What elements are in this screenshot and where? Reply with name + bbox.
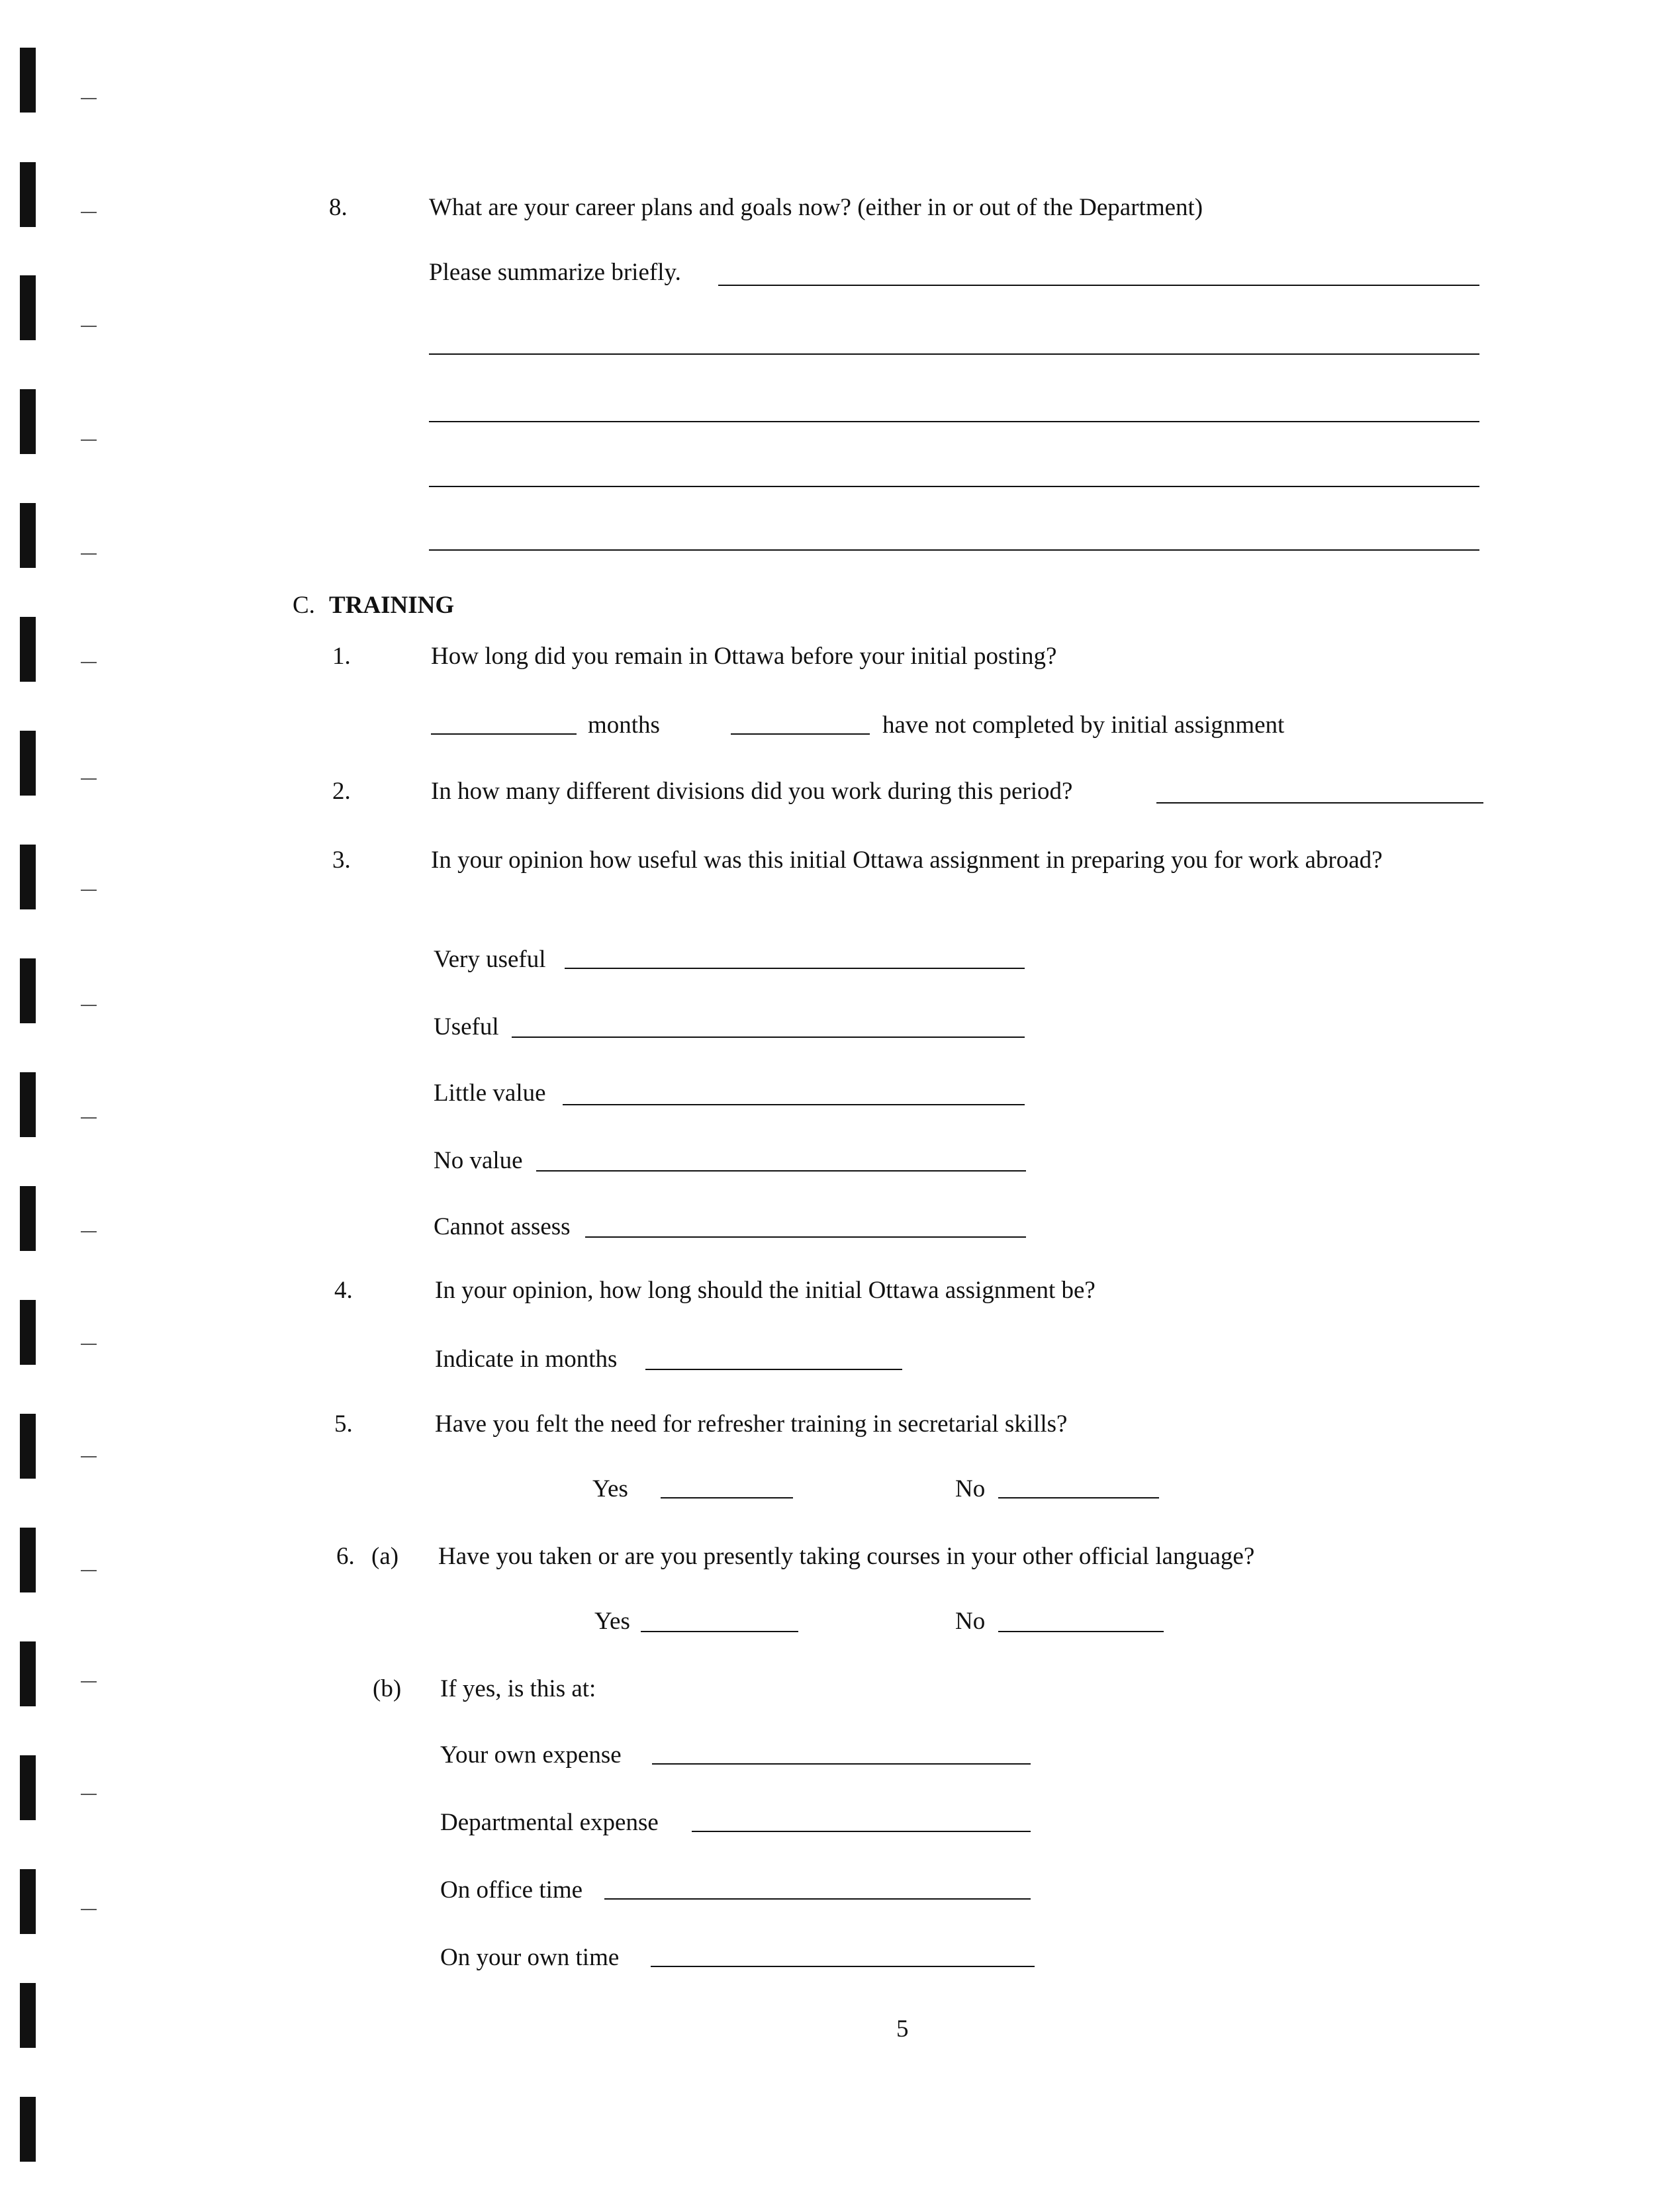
question-text: Have you taken or are you presently taking courses in your other official language? [438,1543,1255,1570]
binder-hole-mark [20,958,36,1023]
question-number: 8. [329,194,348,221]
binder-dash [81,1681,97,1682]
option-answer-line[interactable] [692,1831,1031,1832]
section-letter: C. [293,592,315,619]
binder-dash [81,439,97,441]
binder-hole-mark [20,1072,36,1137]
binder-dash [81,326,97,327]
binder-dash [81,1456,97,1457]
months-label: months [588,712,660,739]
binder-hole-mark [20,1300,36,1365]
binder-hole-mark [20,275,36,340]
option-label: No value [434,1147,523,1174]
divisions-answer-line[interactable] [1156,802,1483,804]
binder-dash [81,1909,97,1910]
question-number: 3. [332,847,351,874]
binder-dash [81,212,97,213]
option-answer-line[interactable] [536,1170,1026,1172]
option-answer-line[interactable] [585,1236,1026,1238]
months-answer-line[interactable] [431,733,577,735]
binder-hole-mark [20,1983,36,2048]
no-answer-line[interactable] [998,1497,1159,1498]
option-label: On your own time [440,1944,620,1971]
binder-hole-mark [20,1755,36,1820]
option-answer-line[interactable] [563,1104,1025,1105]
option-label: On office time [440,1876,583,1904]
option-label: Departmental expense [440,1809,659,1836]
yes-answer-line[interactable] [641,1631,798,1632]
summary-prompt: Please summarize briefly. [429,259,681,286]
summary-answer-line[interactable] [429,353,1479,355]
binder-hole-mark [20,617,36,682]
question-text: In your opinion how useful was this initial Ottawa assignment in preparing you for work abroad? [431,847,1383,874]
option-label: Very useful [434,946,546,973]
binder-hole-mark [20,845,36,909]
binder-hole-mark [20,1869,36,1934]
months-prompt: Indicate in months [435,1346,618,1373]
option-label: Your own expense [440,1741,622,1769]
question-text: What are your career plans and goals now? (either in or out of the Department) [429,194,1203,221]
binder-dash [81,1117,97,1119]
summary-answer-line[interactable] [429,421,1479,422]
question-text: In how many different divisions did you work during this period? [431,778,1073,805]
binder-dash [81,1231,97,1232]
no-answer-line[interactable] [998,1631,1164,1632]
option-answer-line[interactable] [604,1898,1031,1900]
question-part-a: (a) [371,1543,399,1570]
yes-answer-line[interactable] [661,1497,793,1498]
question-number: 2. [332,778,351,805]
binder-dash [81,890,97,891]
not-completed-label: have not completed by initial assignment [882,712,1285,739]
option-answer-line[interactable] [652,1763,1031,1765]
question-number: 4. [334,1277,353,1304]
binder-hole-mark [20,1414,36,1479]
binder-hole-mark [20,1528,36,1592]
section-title: TRAINING [329,592,455,619]
months-answer-line[interactable] [645,1369,902,1370]
binder-hole-mark [20,731,36,796]
binder-hole-mark [20,2097,36,2162]
option-answer-line[interactable] [565,968,1025,969]
binder-hole-mark [20,162,36,227]
binder-hole-mark [20,389,36,454]
question-text: If yes, is this at: [440,1675,596,1702]
yes-label: Yes [592,1475,628,1502]
binder-dash [81,1794,97,1795]
summary-answer-line[interactable] [429,549,1479,551]
option-answer-line[interactable] [651,1966,1035,1967]
question-text: How long did you remain in Ottawa before your initial posting? [431,643,1057,670]
binder-dash [81,662,97,663]
no-label: No [955,1475,986,1502]
not-completed-answer-line[interactable] [731,733,870,735]
page-number: 5 [896,2015,909,2043]
question-text: Have you felt the need for refresher training in secretarial skills? [435,1410,1068,1438]
no-label: No [955,1608,986,1635]
binder-dash [81,1344,97,1345]
binder-hole-mark [20,1641,36,1706]
binder-hole-mark [20,48,36,113]
question-text: In your opinion, how long should the initial Ottawa assignment be? [435,1277,1096,1304]
question-part-b: (b) [373,1675,402,1702]
option-answer-line[interactable] [512,1037,1025,1038]
option-label: Useful [434,1013,499,1040]
binder-dash [81,553,97,555]
binder-dash [81,778,97,780]
summary-answer-line[interactable] [429,486,1479,487]
option-label: Little value [434,1080,546,1107]
question-number: 6. [336,1543,355,1570]
summary-answer-line[interactable] [718,285,1479,286]
yes-label: Yes [594,1608,630,1635]
binder-dash [81,98,97,99]
question-number: 1. [332,643,351,670]
question-number: 5. [334,1410,353,1438]
binder-hole-mark [20,1186,36,1251]
option-label: Cannot assess [434,1213,571,1240]
binder-dash [81,1570,97,1571]
binder-dash [81,1005,97,1006]
binder-hole-mark [20,503,36,568]
